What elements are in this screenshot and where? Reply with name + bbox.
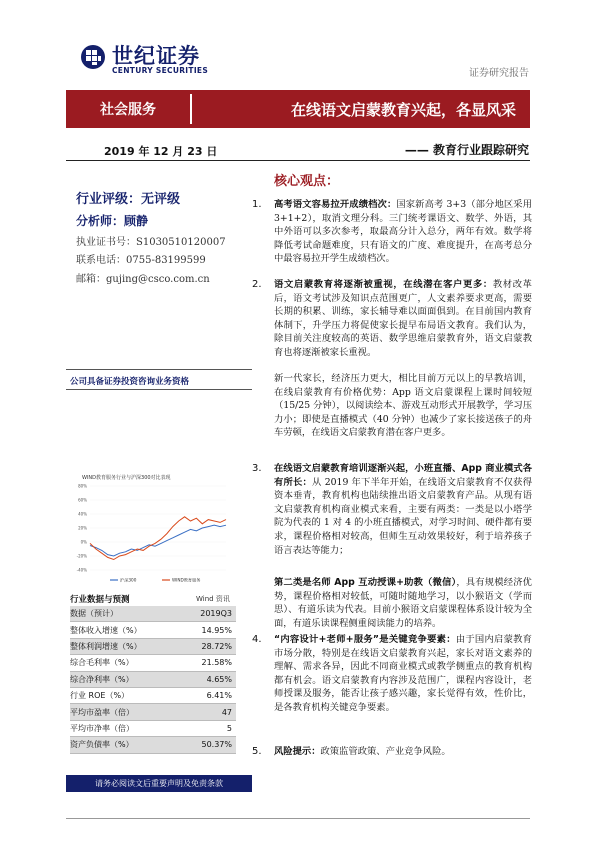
table-row-label: 综合毛利率（%） [70, 658, 134, 668]
series-line-1 [90, 517, 226, 560]
key-point-text: 国家新高考 3+3（部分地区采用 3+1+2），取消文理分科。三门统考课语文、数学、外语，其中外语可以多次参考，取最高分计入总分，两年有效。数学将降低考试命题难度，只有语文的广度、难度提升，在高考总分中最容易拉开学生成绩档次。 [274, 199, 532, 265]
table-row [70, 606, 236, 622]
key-point-heading: “内容设计+老师+服务”是关键竞争要素： [274, 634, 456, 645]
table-row-value: 2019Q3 [200, 609, 232, 619]
logo-text-en: CENTURY SECURITIES [112, 66, 209, 75]
table-row-value: 6.41% [206, 691, 232, 701]
key-point-heading: 风险提示： [274, 746, 321, 757]
report-type: 证券研究报告 [469, 68, 529, 79]
table-row-value: 14.95% [201, 625, 232, 635]
y-tick-label: 60% [78, 497, 87, 503]
key-point-paragraph [274, 372, 532, 440]
table-row [70, 655, 236, 671]
header-divider [66, 160, 530, 161]
item-number: 4. [252, 634, 262, 645]
key-point-text: 政策监管政策、产业竞争风险。 [320, 746, 451, 757]
report-date: 2019 年 12 月 23 日 [104, 145, 218, 158]
key-point-text: 新一代家长，经济压力更大，相比目前万元以上的早教培训，在线启蒙教育有价格优势：App 语文启蒙课程上课时间较短（15/25 分钟），以阅读绘本、游戏互动形式开展教学，学习压力小；即使是直播模式（40 分钟）也减少了家长接送孩子的舟车劳顿，在线语文启蒙教育潜在客户更多。 [274, 373, 532, 439]
chart-title: WIND教育服务行业与沪深300对比表现 [82, 475, 171, 481]
key-point-paragraph [274, 198, 532, 266]
key-point-paragraph [274, 633, 532, 715]
phone-number: 联系电话：0755-83199599 [76, 255, 206, 266]
table-row-value: 5 [226, 723, 232, 733]
table-row-label: 数据（预计） [70, 609, 118, 619]
table-row-label: 综合净利率（%） [70, 674, 134, 684]
table-row-value: 21.58% [201, 658, 232, 668]
table-row-value: 50.37% [201, 740, 232, 750]
series-line-0 [90, 525, 226, 556]
table-row-label: 行业 ROE（%） [70, 691, 130, 701]
core-views-title: 核心观点： [274, 174, 340, 189]
table-row [70, 704, 236, 720]
table-row-value: 4.65% [206, 674, 232, 684]
qualification-bottom-rule [66, 389, 252, 390]
y-tick-label: 0% [80, 539, 87, 545]
y-tick-label: 20% [78, 525, 87, 531]
logo-globe-icon [80, 44, 106, 70]
table-row-label: 整体利润增速（%） [70, 641, 142, 651]
analyst-name: 分析师：顾静 [76, 214, 149, 228]
item-number: 1. [252, 199, 262, 210]
key-point-heading: 语文启蒙教育将逐渐被重视，在线潜在客户更多： [274, 279, 493, 290]
logo-text-cn: 世纪证券 [112, 44, 200, 68]
key-point-text: 从 2019 年下半年开始，在线语文启蒙教育不仅获得资本垂青，教育机构也陆续推出语文启蒙教育产品。从现有语文启蒙教育机构商业模式来看，主要有两类：一类是以小塔学院为代表的 1 对 4 的小班直播模式，对学习时间、硬件都有要求，课程价格相对较高，但师生互动效果较好，利于培养孩子语言表达等能力； [274, 476, 532, 556]
key-point-paragraph [274, 745, 532, 759]
key-point-paragraph [274, 462, 532, 557]
banner-divider [190, 94, 192, 124]
table-row [70, 721, 236, 737]
disclaimer-bar: 请务必阅读文后重要声明及免责条款 [66, 775, 252, 792]
key-point-heading: 在线语文启蒙教育培训逐渐兴起，小班直播、App 商业模式各有所长： [274, 463, 532, 488]
y-tick-label: 80% [78, 483, 87, 489]
key-point-heading: 第二类是名师 App 互动授课+助教（微信） [274, 577, 457, 588]
table-row [70, 622, 236, 638]
industry-data-table [70, 606, 236, 754]
table-row-label: 平均市净率（倍） [70, 723, 134, 733]
legend-label: 沪深300 [120, 577, 137, 583]
table-row [70, 737, 236, 753]
table-row [70, 672, 236, 688]
qualification-note: 公司具备证券投资咨询业务资格 [70, 377, 190, 387]
report-series: —— 教育行业跟踪研究 [404, 143, 529, 157]
table-row-value: 28.72% [201, 641, 232, 651]
table-row-label: 平均市盈率（倍） [70, 707, 134, 717]
report-title: 在线语文启蒙教育兴起，各显风采 [290, 100, 516, 119]
table-row-label: 整体收入增速（%） [70, 625, 142, 635]
item-number: 2. [252, 279, 262, 290]
table-source: Wind 资讯 [196, 595, 230, 603]
license-number: 执业证书号：S1030510120007 [76, 237, 226, 248]
email-address[interactable]: 邮箱：gujing@csco.com.cn [76, 274, 210, 285]
sector-label: 社会服务 [100, 102, 156, 118]
key-point-paragraph [274, 278, 532, 360]
table-row [70, 639, 236, 655]
table-row-value: 47 [221, 707, 232, 717]
item-number: 3. [252, 463, 262, 474]
y-tick-label: 40% [78, 511, 87, 517]
item-number: 5. [252, 746, 262, 757]
key-point-paragraph [274, 576, 532, 630]
key-point-heading: 高考语文容易拉开成绩档次： [274, 199, 397, 210]
table-row [70, 688, 236, 704]
key-point-text: 由于国内启蒙教育市场分散，特别是在线语文启蒙教育兴起，家长对语文素养的理解、需求各异，因此不同商业模式或教学侧重点的教育机构都有机会。语文启蒙教育内容涉及范围广，课程内容设计，老师授课及服务，能否让孩子感兴趣，家长觉得有效，性价比，是各教育机构关键竞争要素。 [274, 634, 532, 713]
performance-chart [70, 470, 230, 588]
table-row-label: 资产负债率（%） [70, 740, 134, 750]
legend-label: WIND教育服务 [172, 577, 201, 583]
footer-rule [66, 818, 530, 819]
table-title: 行业数据与预测 [70, 595, 130, 605]
key-point-text: ，具有规模经济优势，课程价格相对较低，可随时随地学习，以小猴语文（学而思）、有道乐读为代表。目前小猴语文启蒙课程体系设计较为全面，有道乐读课程侧重阅读能力的培养。 [274, 577, 532, 629]
qualification-top-rule [66, 369, 252, 370]
industry-rating: 行业评级：无评级 [76, 192, 181, 207]
y-tick-label: -40% [76, 567, 87, 573]
y-tick-label: -20% [76, 553, 87, 559]
key-point-text: 教材改革后，语文考试涉及知识点范围更广，人文素养要求更高，需要长期的积累、训练，家长辅导难以面面俱到。在目前国内教育体制下，升学压力将促使家长提早布局语文教育。我们认为，除目前关注度较高的英语、数学思维启蒙教育外，语文启蒙教育也将逐渐被家长重视。 [274, 279, 532, 358]
